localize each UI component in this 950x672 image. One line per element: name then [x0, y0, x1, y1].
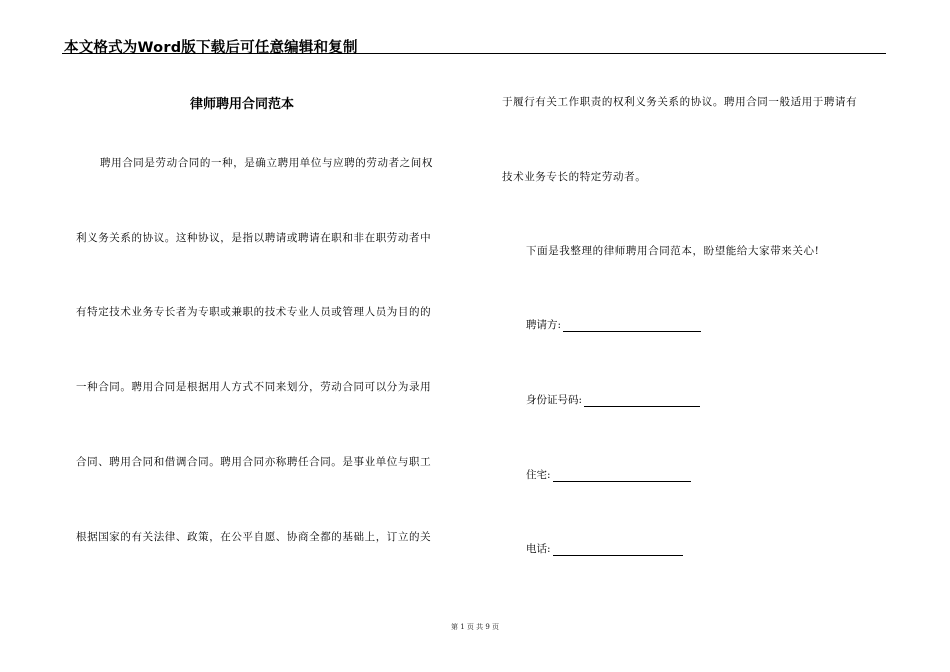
- employer-blank[interactable]: [563, 319, 701, 332]
- id-number-label: 身份证号码:: [526, 394, 583, 406]
- paragraph-line: 有特定技术业务专长者为专职或兼职的技术专业人员或管理人员为目的的: [76, 306, 432, 318]
- document-title: 律师聘用合同范本: [190, 97, 295, 112]
- document-header: 本文格式为Word版下载后可任意编辑和复制: [64, 40, 358, 56]
- id-number-blank[interactable]: [584, 394, 700, 407]
- phone-label: 电话:: [526, 543, 551, 555]
- paragraph-line: 技术业务专长的特定劳动者。: [502, 171, 647, 183]
- paragraph-line: 利义务关系的协议。这种协议，是指以聘请或聘请在职和非在职劳动者中: [76, 232, 432, 244]
- intro-line: 下面是我整理的律师聘用合同范本，盼望能给大家带来关心!: [526, 245, 820, 257]
- phone-blank[interactable]: [553, 543, 683, 556]
- residence-blank[interactable]: [553, 469, 691, 482]
- employer-field: [526, 317, 701, 332]
- paragraph-line: 于履行有关工作职责的权利义务关系的协议。聘用合同一般适用于聘请有: [502, 96, 858, 108]
- paragraph-line: 合同、聘用合同和借调合同。聘用合同亦称聘任合同。是事业单位与职工: [76, 456, 432, 468]
- residence-field: [526, 467, 691, 482]
- residence-label: 住宅:: [526, 469, 551, 481]
- paragraph-line: 一种合同。聘用合同是根据用人方式不同来划分，劳动合同可以分为录用: [76, 381, 432, 393]
- phone-field: [526, 541, 683, 556]
- id-number-field: [526, 392, 700, 407]
- page-number: 第 1 页 共 9 页: [450, 623, 500, 631]
- header-divider: [62, 53, 886, 54]
- paragraph-line: 聘用合同是劳动合同的一种，是确立聘用单位与应聘的劳动者之间权: [100, 157, 433, 169]
- paragraph-line: 根据国家的有关法律、政策，在公平自愿、协商全都的基础上，订立的关: [76, 531, 432, 543]
- employer-label: 聘请方:: [526, 319, 562, 331]
